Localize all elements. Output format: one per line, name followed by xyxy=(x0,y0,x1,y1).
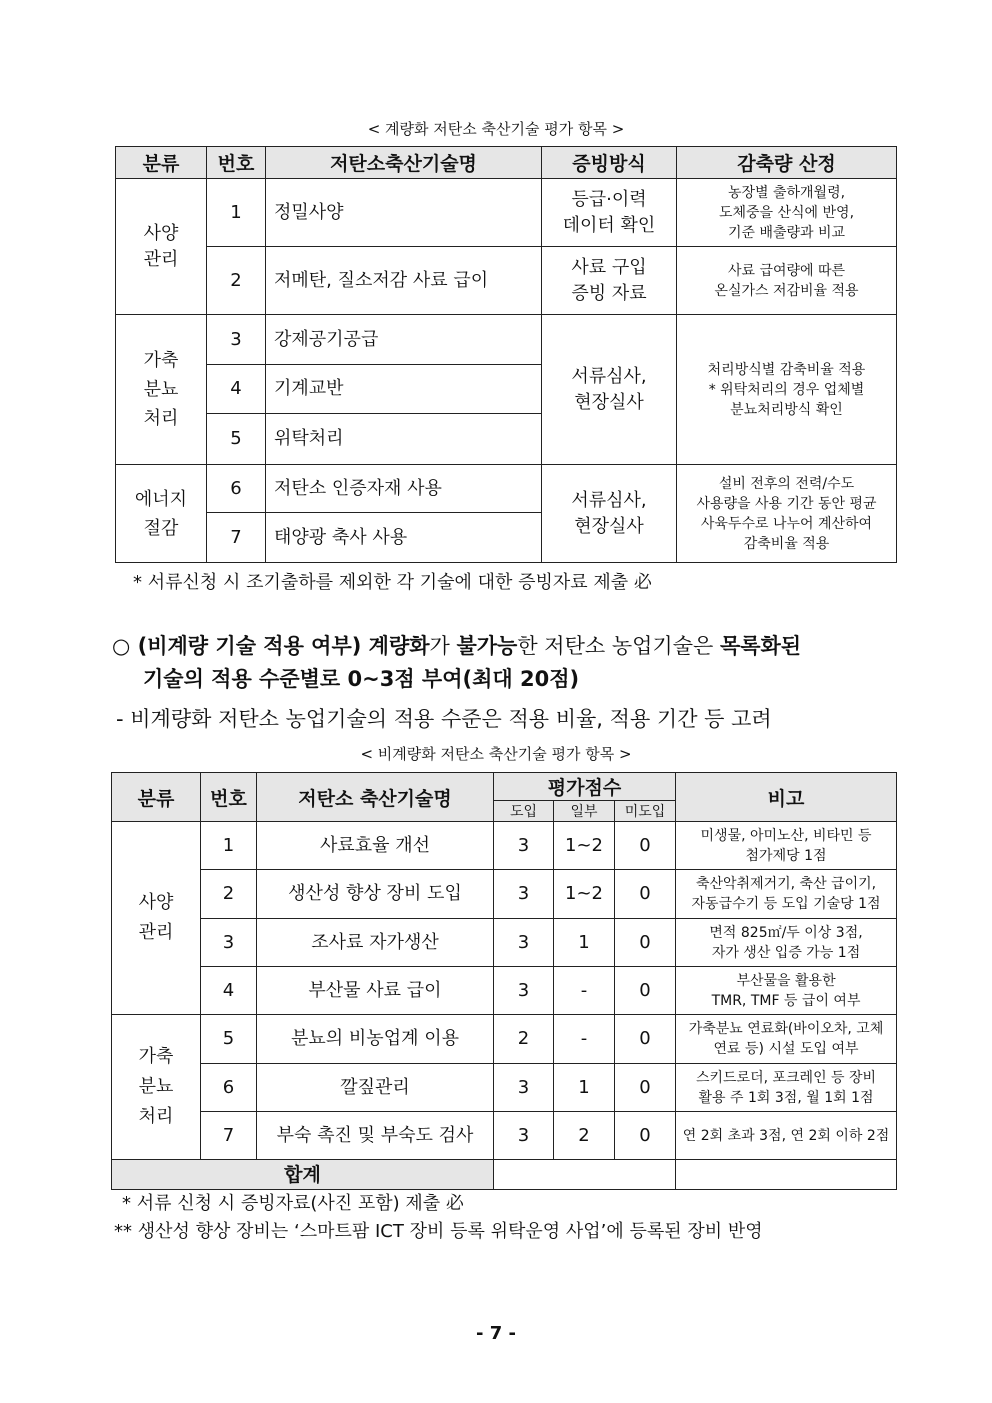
tech-name: 분뇨의 비농업계 이용 xyxy=(257,1015,494,1064)
section-heading-bold: (비계량 기술 적용 여부) 계량화 xyxy=(137,634,430,658)
category-feeding: 사양 관리 xyxy=(112,822,201,1015)
row-number: 3 xyxy=(201,919,257,967)
total-remarks xyxy=(676,1160,897,1190)
score-not-adopted: 0 xyxy=(615,919,676,967)
row-number: 7 xyxy=(201,1112,257,1160)
row-number: 5 xyxy=(201,1015,257,1064)
remarks: 면적 825㎡/두 이상 3점, 자가 생산 입증 가능 1점 xyxy=(676,919,897,967)
tech-name: 저탄소 인증자재 사용 xyxy=(266,465,542,513)
section-line2: 기술의 적용 수준별로 0~3점 부여(최대 20점) xyxy=(143,667,580,691)
row-number: 5 xyxy=(207,414,266,465)
category-feeding: 사양 관리 xyxy=(116,179,207,315)
header-score: 평가점수 xyxy=(494,773,676,801)
evidence-method: 등급·이력 데이터 확인 xyxy=(542,179,677,247)
reduction-calc: 사료 급여량에 따른 온실가스 저감비율 적용 xyxy=(677,247,897,315)
section-text-bold: 목록화된 xyxy=(719,634,802,658)
tech-name: 위탁처리 xyxy=(266,414,542,465)
remarks: 축산악취제거기, 축산 급이기, 자동급수기 등 도입 기술당 1점 xyxy=(676,870,897,919)
subheader-adopted: 도입 xyxy=(494,801,554,822)
tech-name: 사료효율 개선 xyxy=(257,822,494,870)
score-adopted: 3 xyxy=(494,919,554,967)
total-score xyxy=(494,1160,676,1190)
section-text: 한 저탄소 농업기술은 xyxy=(517,634,720,658)
score-not-adopted: 0 xyxy=(615,1112,676,1160)
non-quantified-tech-table xyxy=(111,772,897,1190)
bullet-symbol: ○ xyxy=(112,634,131,658)
remarks: 가축분뇨 연료화(바이오차, 고체 연료 등) 시설 도입 여부 xyxy=(676,1015,897,1064)
row-number: 1 xyxy=(207,179,266,247)
score-partial: - xyxy=(554,1015,615,1064)
score-partial: 2 xyxy=(554,1112,615,1160)
score-adopted: 3 xyxy=(494,1064,554,1112)
remarks: 미생물, 아미노산, 비타민 등 첨가제당 1점 xyxy=(676,822,897,870)
header-reduction-calc: 감축량 산정 xyxy=(677,147,897,179)
table2-caption: < 비계량화 저탄소 축산기술 평가 항목 > xyxy=(360,745,632,763)
table-row xyxy=(112,1015,897,1064)
header-number: 번호 xyxy=(207,147,266,179)
table-row xyxy=(116,465,897,513)
header-evidence-method: 증빙방식 xyxy=(542,147,677,179)
row-number: 3 xyxy=(207,315,266,365)
score-adopted: 3 xyxy=(494,1112,554,1160)
score-not-adopted: 0 xyxy=(615,822,676,870)
score-adopted: 2 xyxy=(494,1015,554,1064)
table-row xyxy=(112,919,897,967)
reduction-calc: 처리방식별 감축비율 적용 * 위탁처리의 경우 업체별 분뇨처리방식 확인 xyxy=(677,315,897,465)
tech-name: 조사료 자가생산 xyxy=(257,919,494,967)
row-number: 7 xyxy=(207,513,266,563)
row-number: 6 xyxy=(207,465,266,513)
category-manure: 가축 분뇨 처리 xyxy=(116,315,207,465)
remarks: 연 2회 초과 3점, 연 2회 이하 2점 xyxy=(676,1112,897,1160)
score-partial: 1~2 xyxy=(554,870,615,919)
page-number: - 7 - xyxy=(476,1323,516,1344)
score-partial: - xyxy=(554,967,615,1015)
subheader-not-adopted: 미도입 xyxy=(615,801,676,822)
row-number: 4 xyxy=(201,967,257,1015)
table-row xyxy=(112,822,897,870)
section-bullet-line xyxy=(112,630,902,660)
table-row xyxy=(112,870,897,919)
tech-name: 생산성 향상 장비 도입 xyxy=(257,870,494,919)
score-adopted: 3 xyxy=(494,870,554,919)
table-row xyxy=(116,179,897,247)
row-number: 2 xyxy=(201,870,257,919)
row-number: 2 xyxy=(207,247,266,315)
table1-note: * 서류신청 시 조기출하를 제외한 각 기술에 대한 증빙자료 제출 必 xyxy=(133,572,652,593)
table-row xyxy=(112,967,897,1015)
table-row xyxy=(112,1064,897,1112)
row-number: 1 xyxy=(201,822,257,870)
total-row xyxy=(112,1160,897,1190)
reduction-calc: 농장별 출하개월령, 도체중을 산식에 반영, 기준 배출량과 비교 xyxy=(677,179,897,247)
header-number: 번호 xyxy=(201,773,257,822)
score-not-adopted: 0 xyxy=(615,1015,676,1064)
header-tech-name: 저탄소 축산기술명 xyxy=(257,773,494,822)
table2-note1: * 서류 신청 시 증빙자료(사진 포함) 제출 必 xyxy=(122,1193,464,1214)
header-category: 분류 xyxy=(116,147,207,179)
table-row xyxy=(116,247,897,315)
row-number: 6 xyxy=(201,1064,257,1112)
table1-caption: < 계량화 저탄소 축산기술 평가 항목 > xyxy=(367,120,625,138)
tech-name: 강제공기공급 xyxy=(266,315,542,365)
table2-note2: ** 생산성 향상 장비는 ‘스마트팜 ICT 장비 등록 위탁운영 사업’에 등록된 장비 반영 xyxy=(114,1221,763,1242)
header-remarks: 비고 xyxy=(676,773,897,822)
remarks: 스키드로더, 포크레인 등 장비 활용 주 1회 3점, 월 1회 1점 xyxy=(676,1064,897,1112)
reduction-calc: 설비 전후의 전력/수도 사용량을 사용 기간 동안 평균 사육두수로 나누어 계산하여 감축비율 적용 xyxy=(677,465,897,563)
evidence-method: 서류심사, 현장실사 xyxy=(542,315,677,465)
score-not-adopted: 0 xyxy=(615,1064,676,1112)
total-label: 합계 xyxy=(112,1160,494,1190)
header-category: 분류 xyxy=(112,773,201,822)
tech-name: 저메탄, 질소저감 사료 급이 xyxy=(266,247,542,315)
remarks: 부산물을 활용한 TMR, TMF 등 급이 여부 xyxy=(676,967,897,1015)
score-adopted: 3 xyxy=(494,822,554,870)
score-adopted: 3 xyxy=(494,967,554,1015)
category-energy: 에너지 절감 xyxy=(116,465,207,563)
tech-name: 정밀사양 xyxy=(266,179,542,247)
subheader-partial: 일부 xyxy=(554,801,615,822)
tech-name: 깔짚관리 xyxy=(257,1064,494,1112)
category-manure: 가축 분뇨 처리 xyxy=(112,1015,201,1160)
table-row xyxy=(116,315,897,365)
section-text: 가 xyxy=(429,634,457,658)
score-not-adopted: 0 xyxy=(615,870,676,919)
score-partial: 1~2 xyxy=(554,822,615,870)
tech-name: 기계교반 xyxy=(266,365,542,414)
score-partial: 1 xyxy=(554,1064,615,1112)
evidence-method: 사료 구입 증빙 자료 xyxy=(542,247,677,315)
tech-name: 태양광 축사 사용 xyxy=(266,513,542,563)
section-dash-line: - 비계량화 저탄소 농업기술의 적용 수준은 적용 비율, 적용 기간 등 고려 xyxy=(116,707,772,731)
evidence-method: 서류심사, 현장실사 xyxy=(542,465,677,563)
row-number: 4 xyxy=(207,365,266,414)
header-tech-name: 저탄소축산기술명 xyxy=(266,147,542,179)
quantified-tech-table xyxy=(115,146,897,563)
score-partial: 1 xyxy=(554,919,615,967)
table-row xyxy=(112,1112,897,1160)
tech-name: 부산물 사료 급이 xyxy=(257,967,494,1015)
section-text-bold: 불가능 xyxy=(456,634,518,658)
score-not-adopted: 0 xyxy=(615,967,676,1015)
tech-name: 부숙 촉진 및 부숙도 검사 xyxy=(257,1112,494,1160)
